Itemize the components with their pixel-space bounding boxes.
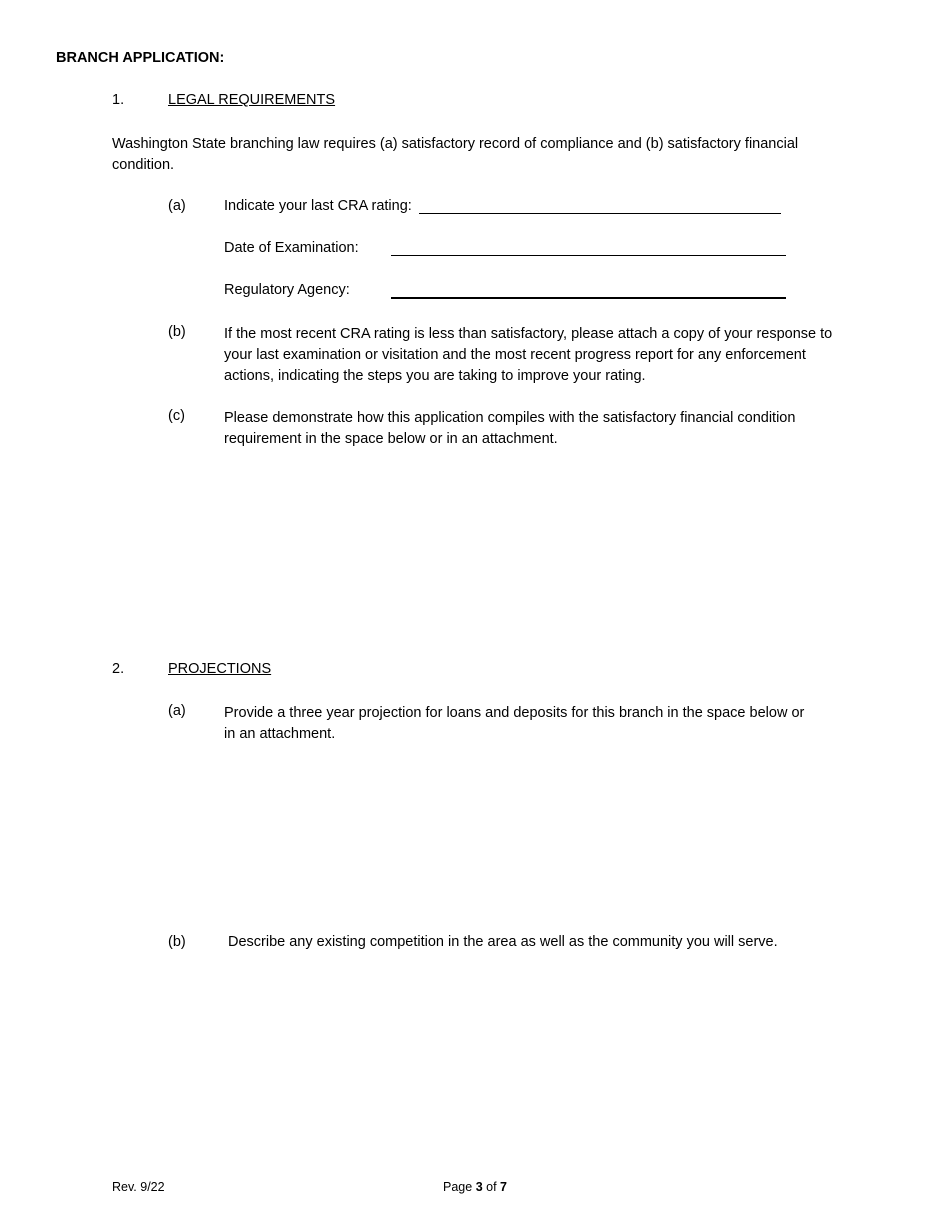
page-title: BRANCH APPLICATION: xyxy=(56,50,225,66)
cra-rating-field[interactable] xyxy=(419,213,781,214)
section-1-intro-line-1: Washington State branching law requires (a) satisfactory record of compliance and (b) satisfactory financial xyxy=(112,136,799,152)
item-2a-label: (a) xyxy=(168,703,186,719)
page-number xyxy=(443,1180,507,1194)
exam-date-field[interactable] xyxy=(391,255,786,256)
section-1-intro-line-2: condition. xyxy=(112,157,175,173)
regulatory-agency-field[interactable] xyxy=(391,297,786,299)
page-total: 7 xyxy=(500,1180,507,1194)
section-2-number: 2. xyxy=(112,661,125,677)
item-2a-text xyxy=(224,703,864,745)
item-1b-line-2: your last examination or visitation and the most recent progress report for any enforcement xyxy=(224,347,806,363)
exam-date-label: Date of Examination: xyxy=(224,240,359,256)
section-1-heading: LEGAL REQUIREMENTS xyxy=(168,92,336,108)
item-2a-line-2: in an attachment. xyxy=(224,726,336,742)
item-1c-text xyxy=(224,408,874,450)
item-1b-line-1: If the most recent CRA rating is less than satisfactory, please attach a copy of your response to xyxy=(224,326,833,342)
item-1c-line-1: Please demonstrate how this application compiles with the satisfactory financial condition xyxy=(224,410,796,426)
item-2a-line-1: Provide a three year projection for loans and deposits for this branch in the space below or xyxy=(224,705,805,721)
page-current: 3 xyxy=(475,1180,483,1194)
item-1c-label: (c) xyxy=(168,408,185,424)
item-1b-line-3: actions, indicating the steps you are taking to improve your rating. xyxy=(224,368,646,384)
item-1a-label: (a) xyxy=(168,198,186,214)
page-of: of xyxy=(486,1180,497,1194)
cra-rating-label: Indicate your last CRA rating: xyxy=(224,198,412,214)
section-1-number: 1. xyxy=(112,92,125,108)
revision-label: Rev. 9/22 xyxy=(112,1180,165,1194)
section-1-intro xyxy=(112,134,852,176)
regulatory-agency-label: Regulatory Agency: xyxy=(224,282,350,298)
item-1b-label: (b) xyxy=(168,324,186,340)
item-1c-line-2: requirement in the space below or in an attachment. xyxy=(224,431,558,447)
page-prefix: Page xyxy=(443,1180,473,1194)
item-2b-text: Describe any existing competition in the area as well as the community you will serve. xyxy=(228,934,778,950)
item-1b-text xyxy=(224,324,874,387)
item-2b-label: (b) xyxy=(168,934,186,950)
section-2-heading: PROJECTIONS xyxy=(168,661,272,677)
